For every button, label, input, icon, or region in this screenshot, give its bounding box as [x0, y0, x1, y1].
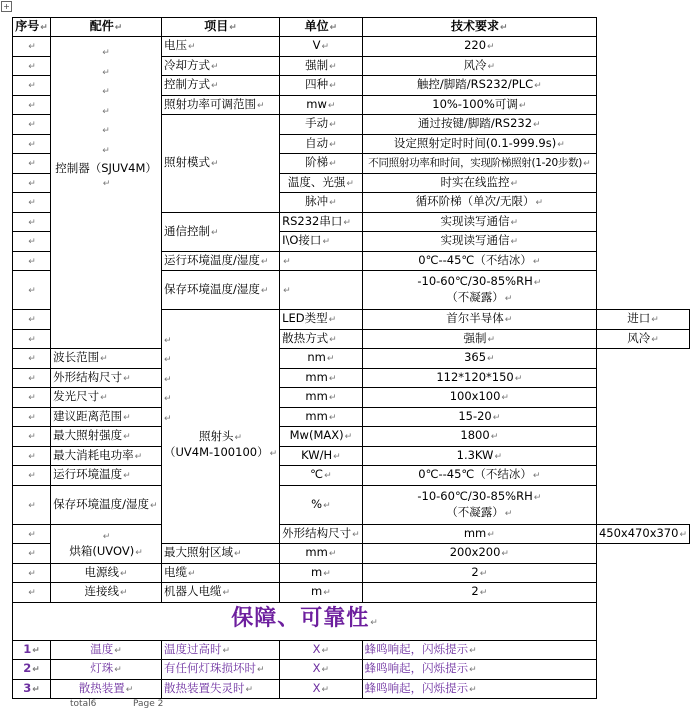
table-row: ↵ 脉冲↵ 循环阶梯（单次/无限）↵	[13, 193, 690, 213]
table-row: ↵ 保存环境温度/湿度↵ ↵ -10-60℃/30-85%RH↵ （不凝露）↵	[13, 271, 690, 310]
header-no: 序号↵	[13, 18, 51, 37]
table-row: ↵ 发光尺寸↵ mm↵ 100x100↵	[13, 388, 690, 408]
table-row: ↵ 温度、光强↵ 时实在线监控↵	[13, 173, 690, 193]
table-row: ↵ 自动↵ 设定照射定时时间(0.1-999.9s)↵	[13, 134, 690, 154]
table-row: ↵ I\O接口↵ 实现读写通信↵	[13, 232, 690, 252]
table-row: 2↵ 灯珠↵ 有任何灯珠损坏时↵ X↵ 蜂鸣响起，闪烁提示↵	[13, 660, 690, 680]
controller-part-cell: ↵ ↵ ↵ ↵ ↵ ↵ 控制器（SJUV4M）↵	[51, 37, 162, 349]
table-row: ↵ ↵ 烘箱(UVOV)↵ 外形结构尺寸↵ mm↵ 450x470x370↵	[13, 524, 690, 544]
footer-total: total6	[70, 699, 97, 709]
table-row: ↵ 保存环境温度/湿度↵ %↵ -10-60℃/30-85%RH↵ （不凝露）↵	[13, 485, 690, 524]
oven-part-cell: ↵ 烘箱(UVOV)↵	[51, 524, 162, 563]
table-row: ↵ 最大消耗电功率↵ KW/H↵ 1.3KW↵	[13, 446, 690, 466]
table-row: ↵ ↵ ↵ ↵ ↵ ↵ ↵ 控制器（SJUV4M）↵ 电压↵ V↵ 220↵	[13, 37, 690, 57]
table-row: ↵ 波长范围↵ nm↵ 365↵	[13, 349, 690, 369]
table-row: ↵ 最大照射区域↵ mm↵ 200x200↵	[13, 544, 690, 564]
table-header-row	[13, 18, 690, 37]
header-part: 配件↵	[51, 18, 162, 37]
table-row: ↵ 照射模式↵ 手动↵ 通过按键/脚踏/RS232↵	[13, 115, 690, 135]
table-row: ↵ 阶梯↵ 不同照射功率和时间，实现阶梯照射(1-20步数)↵	[13, 154, 690, 174]
mode-item-cell: 照射模式↵	[162, 115, 280, 213]
table-row: ↵ 运行环境温度/湿度↵ ↵ 0℃--45℃（不结冰）↵	[13, 251, 690, 271]
table-row: ↵ 外形结构尺寸↵ mm↵ 112*120*150↵	[13, 368, 690, 388]
head-part-cell: ↵ ↵ ↵ ↵ ↵ 照射头↵ （UV4M-100100）↵	[162, 310, 280, 544]
table-row: ↵ 照射功率可调范围↵ mw↵ 10%-100%可调↵	[13, 95, 690, 115]
table-row: ↵ 冷却方式↵ 强制↵ 风冷↵	[13, 56, 690, 76]
table-row: ↵ 控制方式↵ 四种↵ 触控/脚踏/RS232/PLC↵	[13, 76, 690, 96]
header-unit: 单位↵	[280, 18, 363, 37]
footer-page: Page 2	[133, 699, 164, 709]
section-row	[13, 602, 690, 640]
table-row: ↵ ↵ ↵ ↵ ↵ ↵ 照射头↵ （UV4M-100100）↵ LED类型↵ 首尔半导体↵ 进口↵	[13, 310, 690, 330]
spec-table	[12, 17, 690, 699]
table-move-handle-icon[interactable]: +	[1, 1, 12, 12]
table-row: ↵ 电源线↵ 电缆↵ m↵ 2↵	[13, 563, 690, 583]
table-row: 1↵ 温度↵ 温度过高时↵ X↵ 蜂鸣响起，闪烁提示↵	[13, 640, 690, 660]
table-row: ↵ 最大照射强度↵ Mw(MAX)↵ 1800↵	[13, 427, 690, 447]
header-requirement: 技术要求↵	[362, 18, 596, 37]
table-row: ↵ 运行环境温度↵ ℃↵ 0℃--45℃（不结冰）↵	[13, 466, 690, 486]
comm-item-cell: 通信控制↵	[162, 212, 280, 251]
section-title: 保障、可靠性↵	[13, 602, 597, 640]
table-row: ↵ 建议距离范围↵ mm↵ 15-20↵	[13, 407, 690, 427]
table-row: 3↵ 散热装置↵ 散热装置失灵时↵ X↵ 蜂鸣响起，闪烁提示↵	[13, 679, 690, 699]
table-row: ↵ 连接线↵ 机器人电缆↵ m↵ 2↵	[13, 583, 690, 603]
header-item: 项目↵	[162, 18, 280, 37]
table-row: ↵ 通信控制↵ RS232串口↵ 实现读写通信↵	[13, 212, 690, 232]
table-row: ↵ 散热方式↵ 强制↵ 风冷↵	[13, 329, 690, 349]
